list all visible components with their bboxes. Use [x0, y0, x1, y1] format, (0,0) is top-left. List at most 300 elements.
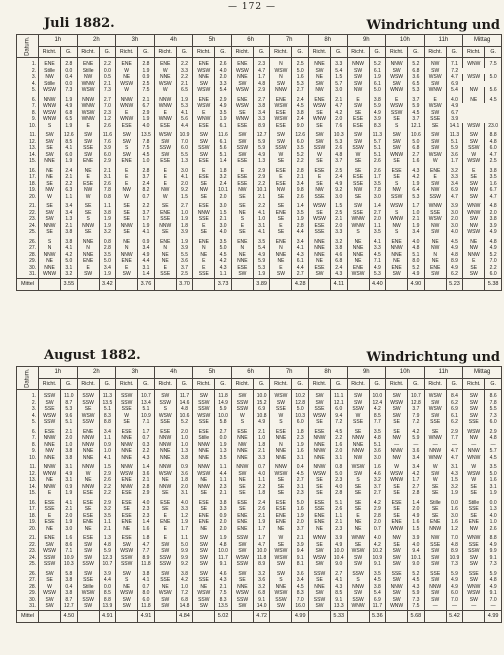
direction-cell: SE [270, 194, 292, 201]
direction-cell: SE [347, 500, 369, 507]
direction-cell: SE [424, 484, 446, 491]
direction-cell: WSW [386, 400, 408, 407]
speed-cell: 4.2 [331, 110, 348, 117]
direction-cell: NNW [154, 97, 176, 104]
direction-cell: WSW [424, 393, 446, 400]
speed-cell: 4.3 [138, 455, 155, 462]
direction-cell: NE [39, 526, 61, 533]
direction-cell: SE [308, 181, 330, 188]
direction-cell: ESE [39, 500, 61, 507]
speed-cell: 3.8 [61, 229, 78, 236]
direction-cell: SW [424, 145, 446, 152]
direction-cell: ESE [270, 123, 292, 130]
speed-cell: 1.7 [176, 526, 193, 533]
speed-cell: 4.2 [408, 471, 425, 478]
speed-cell: 4.9 [369, 110, 386, 117]
mean-direction-blank [308, 610, 330, 622]
speed-cell: 3.5 [253, 239, 270, 246]
speed-cell: 8.8 [485, 535, 502, 542]
speed-cell: 5.9 [485, 571, 502, 578]
direction-cell: NNW [386, 61, 408, 68]
direction-cell: ESE [193, 174, 215, 181]
direction-cell: NW [39, 187, 61, 194]
direction-cell: SSE [193, 419, 215, 426]
direction-cell: NW [154, 187, 176, 194]
direction-cell: SE [424, 513, 446, 520]
speed-cell: 1.7 [138, 429, 155, 436]
speed-cell: 2.8 [369, 513, 386, 520]
direction-cell: SE [386, 174, 408, 181]
speed-cell: 1.5 [408, 526, 425, 533]
speed-cell: 1.2 [446, 526, 463, 533]
direction-cell: SE [270, 229, 292, 236]
speed-cell: 4.4 [99, 577, 116, 584]
speed-cell: 4.0 [331, 484, 348, 491]
direction-cell: NNW [308, 448, 330, 455]
direction-cell: SW [116, 542, 138, 549]
direction-cell: SSW [231, 406, 253, 413]
day-cell: 19. [17, 519, 39, 526]
datum-header [17, 35, 39, 58]
direction-cell: ESE [116, 535, 138, 542]
direction-cell: SW [463, 393, 485, 400]
direction-cell: SSW [154, 400, 176, 407]
speed-cell: 2.8 [138, 168, 155, 175]
speed-cell: 2.1 [176, 81, 193, 88]
direction-subheader: Richt. [231, 47, 253, 58]
direction-cell: SSE [386, 571, 408, 578]
speed-cell: 1.6 [292, 74, 309, 81]
direction-cell: NE [231, 252, 253, 259]
direction-cell: SE [77, 229, 99, 236]
speed-cell: 1.0 [253, 435, 270, 442]
speed-cell: 8.5 [61, 139, 78, 146]
speed-cell: 8.8 [99, 419, 116, 426]
speed-cell: 10.0 [253, 548, 270, 555]
direction-cell: W [77, 194, 99, 201]
speed-cell: 4.9 [446, 103, 463, 110]
direction-cell: SSE [424, 210, 446, 217]
table-row [17, 216, 502, 223]
direction-cell: E [39, 513, 61, 520]
speed-cell: 4.5 [215, 252, 232, 259]
speed-cell: 2.2 [331, 435, 348, 442]
direction-cell: NNW [386, 245, 408, 252]
direction-cell: SE [77, 406, 99, 413]
direction-cell: W [116, 194, 138, 201]
day-cell: 30. [17, 265, 39, 272]
speed-cell: 11.7 [176, 393, 193, 400]
direction-cell: NE [39, 258, 61, 265]
direction-cell: N [39, 245, 61, 252]
mean-value: 5.38 [485, 278, 502, 290]
direction-cell: SE [308, 484, 330, 491]
direction-cell: ENE [193, 239, 215, 246]
table-row [17, 435, 502, 442]
speed-cell: 4.0 [215, 68, 232, 75]
direction-cell: ESE [347, 116, 369, 123]
speed-cell: 5.9 [446, 571, 463, 578]
direction-cell: NW [77, 187, 99, 194]
speed-cell: 2.0 [369, 519, 386, 526]
mean-value: 4.90 [408, 278, 425, 290]
hour-header: Mittag [463, 35, 502, 47]
direction-cell: NW [386, 223, 408, 230]
direction-cell: ENE [193, 97, 215, 104]
direction-cell: N [116, 245, 138, 252]
speed-cell: 2.1 [253, 429, 270, 436]
direction-cell: SSE [154, 216, 176, 223]
speed-cell: 3.2 [253, 571, 270, 578]
direction-cell: ENE [347, 265, 369, 272]
speed-cell: 2.3 [138, 513, 155, 520]
speed-cell: 10.2 [369, 548, 386, 555]
direction-cell: SW [386, 597, 408, 604]
direction-cell: NNW [154, 223, 176, 230]
direction-cell: ESE [347, 174, 369, 181]
speed-cell: 2.0 [215, 519, 232, 526]
speed-cell: 9.1 [485, 590, 502, 597]
speed-cell: 6.9 [446, 81, 463, 88]
direction-cell: ESE [154, 158, 176, 165]
day-cell: 8. [17, 110, 39, 117]
direction-cell: WSW [386, 74, 408, 81]
speed-cell: 2.6 [253, 506, 270, 513]
direction-cell: ENE [308, 519, 330, 526]
day-cell: 17. [17, 506, 39, 513]
direction-cell: SE [386, 116, 408, 123]
speed-cell: 1.9 [292, 513, 309, 520]
direction-cell: NW [386, 435, 408, 442]
direction-cell: SE [39, 577, 61, 584]
direction-subheader: Richt. [77, 379, 99, 390]
direction-cell: NNE [154, 448, 176, 455]
speed-cell: 4.5 [331, 429, 348, 436]
speed-cell: 5.4 [253, 245, 270, 252]
speed-cell: 4.9 [485, 584, 502, 591]
direction-cell: Stille [39, 81, 61, 88]
direction-cell: SW [231, 271, 253, 278]
speed-cell: 1.2 [176, 513, 193, 520]
direction-cell: S [116, 577, 138, 584]
direction-cell: WNW [386, 152, 408, 159]
speed-cell: 1.1 [99, 435, 116, 442]
direction-cell: S [270, 577, 292, 584]
speed-cell: 2.2 [253, 181, 270, 188]
direction-cell: SE [39, 229, 61, 236]
speed-cell: 9.6 [61, 413, 78, 420]
speed-cell: 9.0 [331, 561, 348, 568]
speed-cell: 8.6 [61, 542, 78, 549]
speed-cell: 1.9 [485, 490, 502, 497]
speed-cell: 3.2 [446, 484, 463, 491]
mean-direction-blank [386, 278, 408, 290]
speed-cell: 4.9 [485, 542, 502, 549]
speed-cell: 4.1 [253, 229, 270, 236]
speed-cell: 4.6 [215, 571, 232, 578]
speed-cell: 2.7 [176, 203, 193, 210]
speed-cell: 11.8 [253, 555, 270, 562]
speed-cell: 2.3 [292, 490, 309, 497]
speed-cell: 2.6 [485, 526, 502, 533]
mean-direction-blank [154, 278, 176, 290]
speed-cell: 4.7 [446, 455, 463, 462]
speed-cell: 6.7 [446, 110, 463, 117]
direction-cell: WNW [463, 203, 485, 210]
direction-cell: SSE [308, 194, 330, 201]
direction-cell: SW [424, 132, 446, 139]
direction-cell: SE [347, 484, 369, 491]
direction-cell: SW [154, 152, 176, 159]
direction-cell: SW [386, 393, 408, 400]
speed-cell: 7.0 [446, 597, 463, 604]
direction-cell: NNW [154, 484, 176, 491]
speed-cell: 2.2 [138, 448, 155, 455]
speed-cell: 2.1 [61, 223, 78, 230]
speed-cell: 4.9 [408, 271, 425, 278]
speed-cell: 3.8 [215, 500, 232, 507]
speed-cell: 14.6 [176, 400, 193, 407]
direction-cell: ENE [231, 239, 253, 246]
direction-cell: ESE [193, 429, 215, 436]
direction-cell: WSW [463, 229, 485, 236]
table-row [17, 455, 502, 462]
speed-cell: 2.1 [138, 97, 155, 104]
speed-cell: 1.3 [61, 216, 78, 223]
direction-cell: NNW [154, 435, 176, 442]
speed-cell: 3.4 [253, 110, 270, 117]
direction-cell: ESE [193, 500, 215, 507]
direction-cell: ESE [39, 429, 61, 436]
mean-value: 4.40 [369, 278, 386, 290]
direction-cell: SW [116, 132, 138, 139]
speed-cell: 5.6 [485, 87, 502, 94]
direction-cell: N [193, 245, 215, 252]
speed-cell: 6.9 [446, 406, 463, 413]
speed-cell: 2.7 [215, 429, 232, 436]
speed-cell: 1.9 [176, 97, 193, 104]
hour-header: 11h [424, 35, 463, 47]
direction-cell: WNW [347, 603, 369, 610]
direction-cell: SW [386, 81, 408, 88]
mean-direction-blank [424, 610, 446, 622]
direction-cell: E [347, 513, 369, 520]
speed-cell: 1.7 [408, 203, 425, 210]
direction-cell: NW [386, 187, 408, 194]
direction-cell: NNW [193, 210, 215, 217]
speed-cell: 8.9 [138, 555, 155, 562]
speed-cell: 1.0 [176, 435, 193, 442]
speed-cell: 5.0 [215, 245, 232, 252]
direction-cell: NNW [347, 61, 369, 68]
direction-cell: WSW [116, 471, 138, 478]
direction-cell: SW [386, 561, 408, 568]
direction-cell: ESE [116, 429, 138, 436]
speed-cell: 2.9 [215, 97, 232, 104]
speed-cell: 2.0 [176, 484, 193, 491]
speed-cell: 3.6 [408, 448, 425, 455]
direction-cell: SE [231, 490, 253, 497]
speed-cell: 1.0 [253, 216, 270, 223]
speed-cell: 1.3 [485, 506, 502, 513]
direction-cell: NNE [116, 455, 138, 462]
day-cell: 12. [17, 471, 39, 478]
mean-value: 4.50 [61, 610, 78, 622]
direction-cell: SE [386, 490, 408, 497]
direction-cell: SE [154, 506, 176, 513]
speed-cell: 3.0 [176, 168, 193, 175]
direction-cell: ESE [39, 519, 61, 526]
speed-cell: 5.9 [253, 145, 270, 152]
direction-cell: W [231, 413, 253, 420]
speed-cell: 5.1 [369, 145, 386, 152]
direction-cell: WSW [193, 590, 215, 597]
speed-cell: 14.8 [176, 603, 193, 610]
speed-cell: 8.0 [408, 258, 425, 265]
direction-cell: SE [347, 542, 369, 549]
direction-cell: SE [308, 490, 330, 497]
direction-subheader: Richt. [193, 379, 215, 390]
speed-cell: 2.7 [408, 152, 425, 159]
speed-cell: 7.3 [485, 561, 502, 568]
speed-subheader: G. [331, 379, 348, 390]
direction-cell: SSW [424, 194, 446, 201]
direction-cell: SSW [347, 145, 369, 152]
direction-cell: SW [39, 400, 61, 407]
speed-cell: 2.9 [446, 429, 463, 436]
direction-cell: S [154, 406, 176, 413]
direction-cell: NW [424, 223, 446, 230]
speed-cell: 6.0 [485, 419, 502, 426]
speed-cell: 9.9 [176, 548, 193, 555]
direction-cell: NNE [308, 245, 330, 252]
day-cell: 23. [17, 216, 39, 223]
speed-cell: 1.1 [99, 519, 116, 526]
speed-cell: 1.9 [292, 442, 309, 449]
speed-cell: 6.3 [61, 187, 78, 194]
speed-cell: 6.0 [99, 152, 116, 159]
speed-cell: 3.7 [176, 265, 193, 272]
direction-cell: ENE [116, 258, 138, 265]
direction-cell: SSW [39, 561, 61, 568]
direction-cell: SW [463, 216, 485, 223]
speed-cell: 2.8 [138, 484, 155, 491]
day-cell: 16. [17, 500, 39, 507]
speed-cell: 2.6 [292, 194, 309, 201]
direction-cell: SE [154, 490, 176, 497]
speed-cell: 8.1 [292, 561, 309, 568]
direction-cell: W [386, 464, 408, 471]
mean-direction-blank [154, 610, 176, 622]
direction-cell: ESE [77, 490, 99, 497]
direction-cell: SE [308, 477, 330, 484]
direction-cell: W [116, 413, 138, 420]
direction-cell: S [116, 145, 138, 152]
speed-cell: 3.9 [99, 145, 116, 152]
direction-cell: SW [39, 152, 61, 159]
day-cell: 29. [17, 258, 39, 265]
direction-cell: WSW [39, 87, 61, 94]
speed-cell: 4.6 [369, 471, 386, 478]
speed-cell: 10.0 [215, 413, 232, 420]
direction-cell: ENE [116, 61, 138, 68]
speed-cell: 1.8 [176, 223, 193, 230]
hour-header: 7h [270, 367, 309, 379]
speed-cell: 3.2 [446, 168, 463, 175]
speed-cell: 6.0 [176, 145, 193, 152]
speed-cell: 3.3 [331, 61, 348, 68]
direction-cell: SE [270, 484, 292, 491]
hour-header: 8h [308, 35, 347, 47]
speed-cell: 1.1 [331, 513, 348, 520]
day-cell: 28. [17, 584, 39, 591]
speed-cell: 4.1 [61, 500, 78, 507]
hour-header: 2h [77, 367, 116, 379]
speed-cell: 3.6 [446, 152, 463, 159]
direction-cell: ENE [39, 61, 61, 68]
day-cell: 27. [17, 577, 39, 584]
speed-cell: 2.0 [446, 216, 463, 223]
datum-label: Datum. [24, 368, 31, 388]
direction-cell: E [154, 526, 176, 533]
speed-cell: 9.4 [331, 413, 348, 420]
speed-cell: 2.8 [99, 245, 116, 252]
speed-cell: 2.9 [253, 168, 270, 175]
speed-cell: 1.9 [446, 490, 463, 497]
speed-cell: 1.9 [138, 116, 155, 123]
direction-cell: WNW [424, 87, 446, 94]
direction-cell: NW [463, 187, 485, 194]
direction-cell: E [193, 110, 215, 117]
direction-cell: ENE [231, 526, 253, 533]
speed-cell: 10.0 [215, 548, 232, 555]
speed-cell: 6.8 [408, 145, 425, 152]
direction-cell: SSW [463, 548, 485, 555]
speed-cell: 4.7 [446, 74, 463, 81]
speed-cell: 5.5 [485, 406, 502, 413]
speed-cell: 10.0 [253, 393, 270, 400]
direction-cell: SE [308, 110, 330, 117]
speed-cell: 2.4 [215, 181, 232, 188]
speed-cell: 4.7 [253, 68, 270, 75]
speed-cell: 4.9 [446, 584, 463, 591]
direction-cell: SE [231, 110, 253, 117]
direction-cell: SSW [154, 145, 176, 152]
speed-cell: 8.9 [253, 561, 270, 568]
speed-cell: 2.1 [253, 194, 270, 201]
speed-cell: 2.3 [292, 435, 309, 442]
speed-cell: 4.8 [253, 81, 270, 88]
direction-cell: NNW [116, 484, 138, 491]
direction-cell: W [463, 464, 485, 471]
speed-cell: 6.8 [408, 68, 425, 75]
direction-subheader: Richt. [231, 379, 253, 390]
direction-cell: NNE [154, 74, 176, 81]
direction-cell: SW [39, 571, 61, 578]
speed-cell: 2.8 [61, 61, 78, 68]
speed-cell: 7.0 [99, 103, 116, 110]
direction-cell: WNW [463, 535, 485, 542]
speed-cell: 3.4 [408, 455, 425, 462]
speed-cell: 5.0 [99, 258, 116, 265]
direction-cell: NW [270, 187, 292, 194]
direction-cell: SSE [270, 406, 292, 413]
speed-cell: 0.7 [369, 526, 386, 533]
direction-cell: SW [347, 393, 369, 400]
speed-cell: 10.8 [253, 413, 270, 420]
speed-cell: 3.9 [485, 223, 502, 230]
speed-cell: 1.6 [369, 464, 386, 471]
